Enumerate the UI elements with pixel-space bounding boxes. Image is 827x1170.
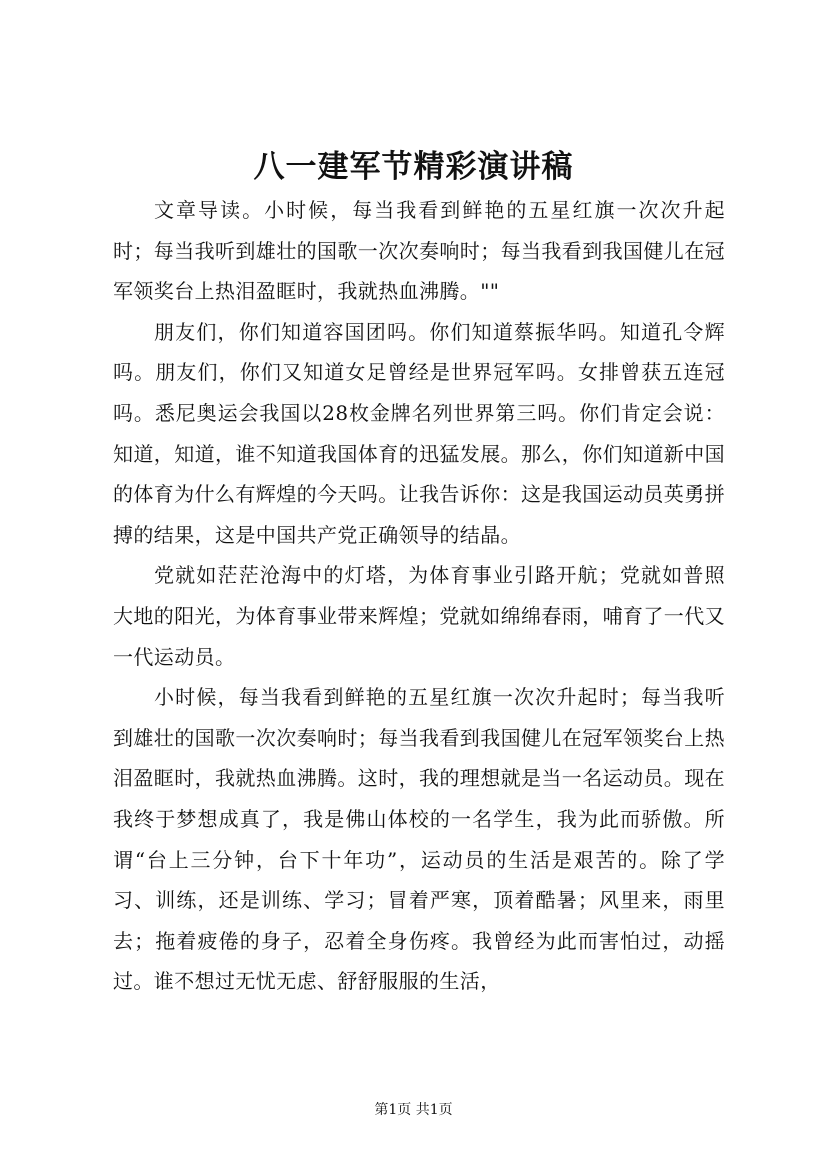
paragraph-2: 朋友们，你们知道容国团吗。你们知道蔡振华吗。知道孔令辉吗。朋友们，你们又知道女足曾经是世界冠军吗。女排曾获五连冠吗。悉尼奥运会我国以28枚金牌名列世界第三吗。你们肯定会说：知道，知道，谁不知道我国体育的迅猛发展。那么，你们知道新中国的体育为什么有辉煌的今天吗。让我告诉你：这是我国运动员英勇拼搏的结果，这是中国共产党正确领导的结晶。 — [113, 319, 725, 547]
document-body — [113, 190, 725, 1002]
document-title: 八一建军节精彩演讲稿 — [253, 149, 574, 185]
paragraph-4: 小时候，每当我看到鲜艳的五星红旗一次次升起时；每当我听到雄壮的国歌一次次奏响时；每当我看到我国健儿在冠军领奖台上热泪盈眶时，我就热血沸腾。这时，我的理想就是当一名运动员。现在我终于梦想成真了，我是佛山体校的一名学生，我为此而骄傲。所谓“台上三分钟，台下十年功”，运动员的生活是艰苦的。除了学习、训练，还是训练、学习；冒着严寒，顶着酷暑；风里来，雨里去；拖着疲倦的身子，忍着全身伤疼。我曾经为此而害怕过，动摇过。谁不想过无忧无虑、舒舒服服的生活， — [113, 685, 725, 994]
page-number-footer: 第1页 共1页 — [374, 1102, 453, 1118]
paragraph-3: 党就如茫茫沧海中的灯塔，为体育事业引路开航；党就如普照大地的阳光，为体育事业带来辉煌；党就如绵绵春雨，哺育了一代又一代运动员。 — [113, 563, 725, 669]
paragraph-1: 文章导读。小时候，每当我看到鲜艳的五星红旗一次次升起时；每当我听到雄壮的国歌一次次奏响时；每当我看到我国健儿在冠军领奖台上热泪盈眶时，我就热血沸腾。"" — [113, 198, 725, 304]
